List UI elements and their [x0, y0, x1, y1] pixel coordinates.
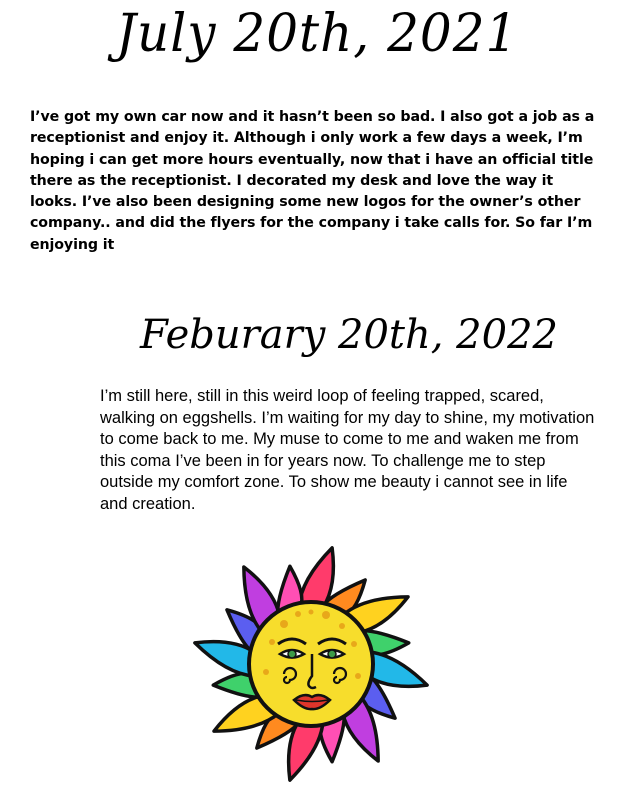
- rainbow-sun-icon: [186, 542, 436, 787]
- entry-text: I’m still here, still in this weird loop of feeling trapped, scared, walking on eggshells. I’m waiting for my day to shine, my motivation to come back to me. My muse to come to me and waken me from this coma I’ve been in for years now. To challenge me to step outside my comfort zone. To show me beauty i cannot see in life and creation.: [100, 387, 595, 513]
- right-eye: [320, 650, 344, 658]
- entry-date-heading: Feburary 20th, 2022: [140, 312, 558, 358]
- left-eye: [280, 650, 304, 658]
- entry-date-heading: July 20th, 2021: [116, 2, 519, 64]
- entry-text: I’ve got my own car now and it hasn’t been so bad. I also got a job as a receptionist and enjoy it. Although i only work a few days a week, I’m hoping i can get more hours eventually, now that i have an official title there as the receptionist. I decorated my desk and love the way it looks. I’ve also been designing some new logos for the owner’s other company.. and did the flyers for the company i take calls for. So far I’m enjoying it: [30, 109, 595, 253]
